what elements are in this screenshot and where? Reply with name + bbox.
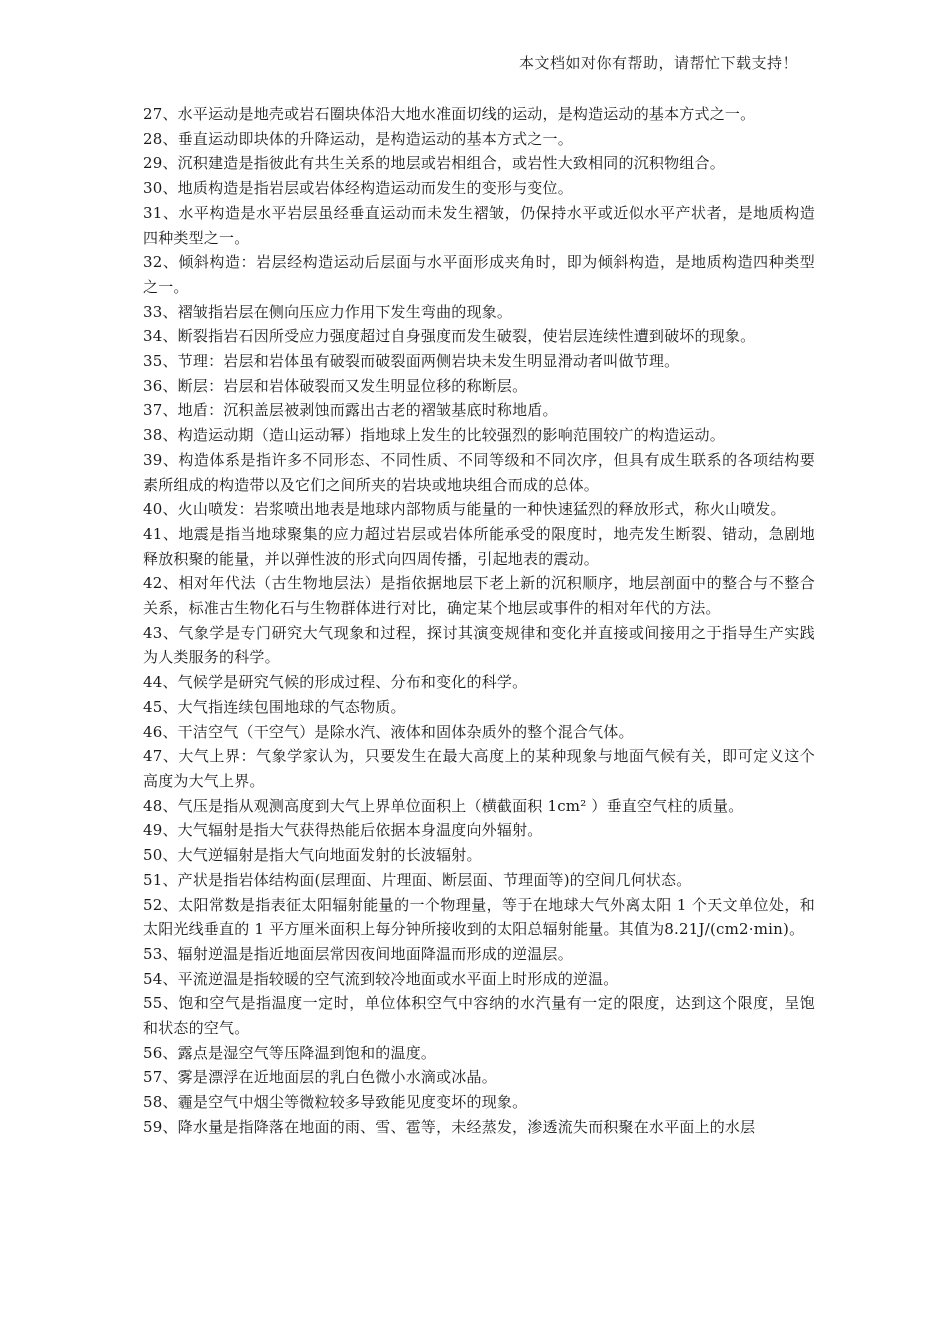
- definition-item: 50、大气逆辐射是指大气向地面发射的长波辐射。: [143, 846, 482, 865]
- definition-item: 46、干洁空气（干空气）是除水汽、液体和固体杂质外的整个混合气体。: [143, 722, 634, 741]
- definition-item: 56、露点是湿空气等压降温到饱和的温度。: [143, 1043, 437, 1062]
- definition-item: 28、垂直运动即块体的升降运动，是构造运动的基本方式之一。: [143, 129, 573, 148]
- definition-item: 29、沉积建造是指彼此有共生关系的地层或岩相组合，或岩性大致相同的沉积物组合。: [143, 154, 725, 173]
- definition-item: 35、节理：岩层和岩体虽有破裂而破裂面两侧岩块未发生明显滑动者叫做节理。: [143, 352, 680, 371]
- definition-item: 45、大气指连续包围地球的气态物质。: [143, 697, 406, 716]
- definition-item: 59、降水量是指降落在地面的雨、雪、雹等，未经蒸发，渗透流失而积聚在水平面上的水层: [143, 1117, 756, 1136]
- definition-item: 51、产状是指岩体结构面(层理面、片理面、断层面、节理面等)的空间几何状态。: [143, 870, 692, 889]
- definition-item: 30、地质构造是指岩层或岩体经构造运动而发生的变形与变位。: [143, 179, 573, 198]
- definition-item: 49、大气辐射是指大气获得热能后依据本身温度向外辐射。: [143, 821, 543, 840]
- definition-item: 48、气压是指从观测高度到大气上界单位面积上（横截面积 1cm² ）垂直空气柱的质量。: [143, 796, 744, 815]
- definition-item: 27、水平运动是地壳或岩石圈块体沿大地水准面切线的运动，是构造运动的基本方式之一。: [143, 105, 756, 123]
- definition-item: 38、构造运动期（造山运动幂）指地球上发生的比较强烈的影响范围较广的构造运动。: [143, 426, 725, 445]
- definition-item: 40、火山喷发：岩浆喷出地表是地球内部物质与能量的一种快速猛烈的释放形式，称火山喷发。: [143, 500, 786, 519]
- definition-item: 36、断层：岩层和岩体破裂而又发生明显位移的称断层。: [143, 376, 528, 395]
- definition-item: 32、倾斜构造：岩层经构造运动后层面与水平面形成夹角时，即为倾斜构造，是地质构造四种类型之一。: [143, 253, 815, 296]
- definition-item: 31、水平构造是水平岩层虽经垂直运动而未发生褶皱，仍保持水平或近似水平产状者，是地质构造四种类型之一。: [143, 203, 815, 247]
- definition-item: 37、地盾：沉积盖层被剥蚀而露出古老的褶皱基底时称地盾。: [143, 401, 558, 420]
- definition-item: 43、气象学是专门研究大气现象和过程，探讨其演变规律和变化并直接或间接用之于指导生产实践为人类服务的科学。: [143, 623, 815, 667]
- definition-item: 47、大气上界：气象学家认为，只要发生在最大高度上的某种现象与地面气候有关，即可定义这个高度为大气上界。: [143, 747, 815, 790]
- definition-item: 58、霾是空气中烟尘等微粒较多导致能见度变坏的现象。: [143, 1093, 528, 1112]
- definition-item: 53、辐射逆温是指近地面层常因夜间地面降温而形成的逆温层。: [143, 944, 573, 963]
- document-body: [143, 102, 815, 1140]
- definition-item: 55、饱和空气是指温度一定时，单位体积空气中容纳的水汽量有一定的限度，达到这个限度，呈饱和状态的空气。: [143, 994, 815, 1038]
- definition-item: 39、构造体系是指许多不同形态、不同性质、不同等级和不同次序，但具有成生联系的各项结构要素所组成的构造带以及它们之间所夹的岩块或地块组合而成的总体。: [143, 450, 815, 494]
- definition-item: 42、相对年代法（古生物地层法）是指依据地层下老上新的沉积顺序，地层剖面中的整合与不整合关系，标准古生物化石与生物群体进行对比，确定某个地层或事件的相对年代的方法。: [143, 574, 815, 618]
- definition-item: 34、断裂指岩石因所受应力强度超过自身强度而发生破裂，使岩层连续性遭到破坏的现象。: [143, 327, 756, 346]
- definition-item: 33、褶皱指岩层在侧向压应力作用下发生弯曲的现象。: [143, 302, 513, 321]
- definition-item: 54、平流逆温是指较暖的空气流到较冷地面或水平面上时形成的逆温。: [143, 969, 619, 988]
- definition-item: 41、地震是指当地球聚集的应力超过岩层或岩体所能承受的限度时，地壳发生断裂、错动，急剧地释放积聚的能量，并以弹性波的形式向四周传播，引起地表的震动。: [143, 524, 815, 568]
- definition-item: 44、气候学是研究气候的形成过程、分布和变化的科学。: [143, 673, 528, 692]
- header-note: 本文档如对你有帮助，请帮忙下载支持！: [518, 54, 798, 72]
- definition-item: 57、雾是漂浮在近地面层的乳白色微小水滴或冰晶。: [143, 1068, 497, 1087]
- definition-item: 52、太阳常数是指表征太阳辐射能量的一个物理量，等于在地球大气外离太阳 1 个天文单位处，和太阳光线垂直的 1 平方厘米面积上每分钟所接收到的太阳总辐射能量。其值为8.21J/(cm2·min)。: [143, 895, 815, 939]
